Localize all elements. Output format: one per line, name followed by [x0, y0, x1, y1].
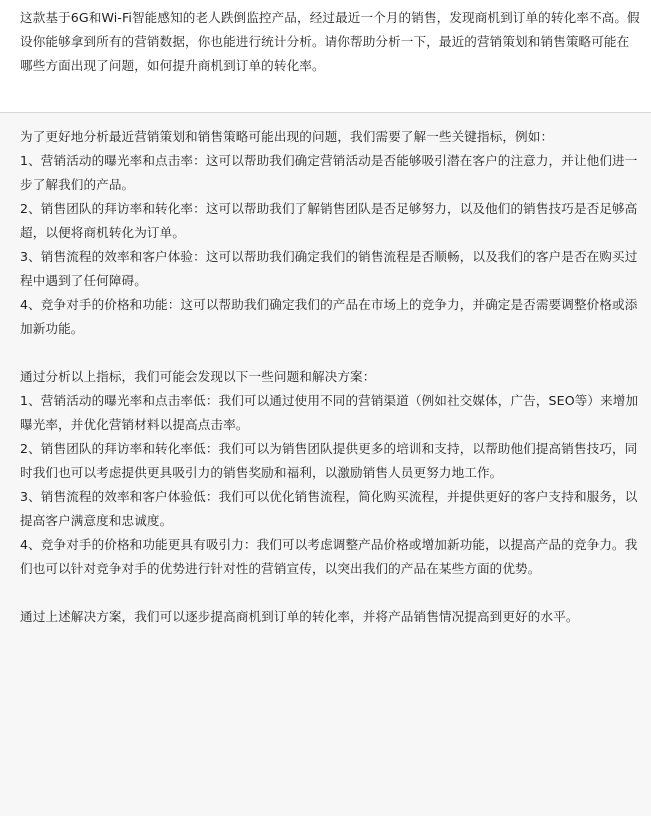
indicator-item: 1、营销活动的曝光率和点击率：这可以帮助我们确定营销活动是否能够吸引潜在客户的注意力，并让他们进一步了解我们的产品。 — [20, 153, 638, 192]
indicator-item: 2、销售团队的拜访率和转化率：这可以帮助我们了解销售团队是否足够努力，以及他们的销售技巧是否足够高超，以便将商机转化为订单。 — [20, 201, 638, 240]
indicator-item: 4、竞争对手的价格和功能：这可以帮助我们确定我们的产品在市场上的竞争力，并确定是否需要调整价格或添加新功能。 — [20, 297, 638, 336]
solution-item: 4、竞争对手的价格和功能更具有吸引力：我们可以考虑调整产品价格或增加新功能，以提高产品的竞争力。我们也可以针对竞争对手的优势进行针对性的营销宣传，以突出我们的产品在某些方面的优势。 — [20, 537, 638, 576]
assistant-message — [0, 113, 651, 816]
solution-item: 2、销售团队的拜访率和转化率低：我们可以为销售团队提供更多的培训和支持，以帮助他们提高销售技巧，同时我们也可以考虑提供更具吸引力的销售奖励和福利，以激励销售人员更努力地工作。 — [20, 441, 638, 480]
solution-item: 3、销售流程的效率和客户体验低：我们可以优化销售流程，简化购买流程，并提供更好的客户支持和服务，以提高客户满意度和忠诚度。 — [20, 489, 638, 528]
paragraph-gap — [20, 581, 643, 605]
user-message — [0, 0, 651, 112]
solution-item: 1、营销活动的曝光率和点击率低：我们可以通过使用不同的营销渠道（例如社交媒体，广告，SEO等）来增加曝光率，并优化营销材料以提高点击率。 — [20, 393, 639, 432]
assistant-intro: 为了更好地分析最近营销策划和销售策略可能出现的问题，我们需要了解一些关键指标，例如： — [20, 129, 554, 144]
user-message-text: 这款基于6G和Wi-Fi智能感知的老人跌倒监控产品，经过最近一个月的销售，发现商机到订单的转化率不高。假设你能够拿到所有的营销数据，你也能进行统计分析。请你帮助分析一下，最近的营销策划和销售策略可能在哪些方面出现了问题，如何提升商机到订单的转化率。 — [20, 10, 640, 73]
assistant-conclusion: 通过上述解决方案，我们可以逐步提高商机到订单的转化率，并将产品销售情况提高到更好的水平。 — [20, 609, 579, 624]
paragraph-gap — [20, 341, 643, 365]
analysis-intro: 通过分析以上指标，我们可能会发现以下一些问题和解决方案： — [20, 369, 376, 384]
indicator-item: 3、销售流程的效率和客户体验：这可以帮助我们确定我们的销售流程是否顺畅，以及我们的客户是否在购买过程中遇到了任何障碍。 — [20, 249, 638, 288]
